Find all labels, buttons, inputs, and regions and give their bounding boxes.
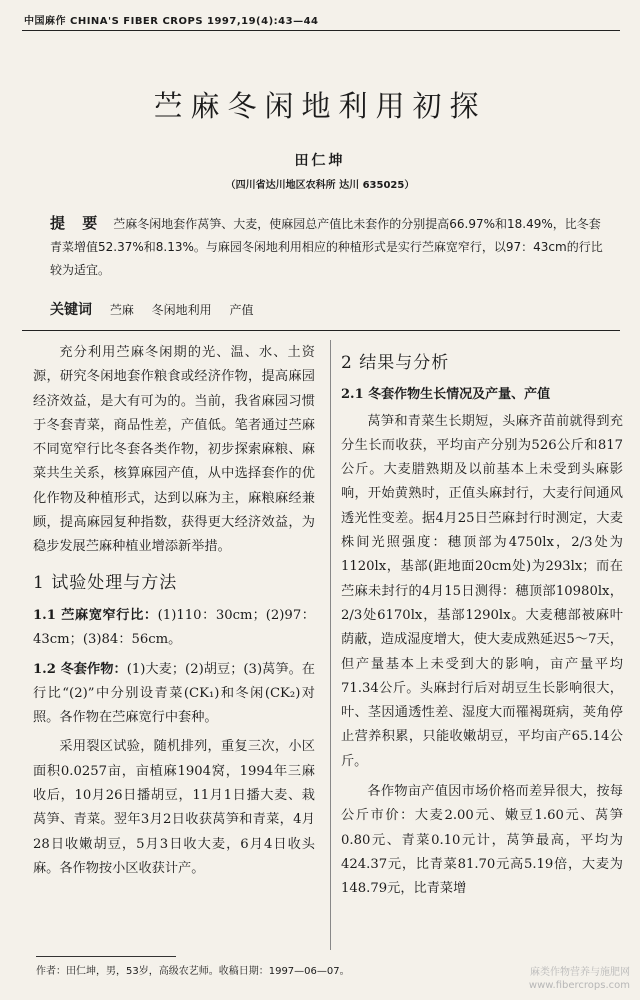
keyword: 冬闲地利用	[151, 303, 212, 317]
header-rule	[22, 30, 620, 31]
article-title: 苎麻冬闲地利用初探	[153, 89, 487, 123]
affiliation: （四川省达川地区农科所 达川 635025）	[225, 180, 415, 191]
journal-header: 中国麻作 CHINA'S FIBER CROPS 1997,19(4):43—44	[24, 16, 319, 27]
subsection-2-1: 2.1 冬套作物生长情况及产量、产值	[341, 387, 551, 403]
abstract-label: 提 要	[50, 214, 104, 232]
abstract-rule	[22, 330, 620, 331]
column-divider	[330, 340, 331, 950]
subsection-1-1: 1.1 苎麻宽窄行比：(1)110：30cm；(2)97：43cm；(3)84：56cm。	[33, 607, 315, 648]
section-heading-2: 2 结果与分析	[341, 353, 450, 373]
keyword: 产值	[229, 303, 254, 317]
section-heading-1: 1 试验处理与方法	[33, 572, 178, 593]
abstract	[50, 212, 610, 282]
abstract-text: 苎麻冬闲地套作莴笋、大麦，使麻园总产值比未套作的分别提高66.97%和18.49%，比冬套青菜增值52.37%和8.13%。与麻园冬闲地利用相应的种植形式是实行苎麻宽窄行，以97：43cm的行比较为适宜。	[50, 217, 603, 277]
right-column	[341, 351, 623, 902]
intro-paragraph: 充分利用苎麻冬闲期的光、温、水、土资源，研究冬闲地套作粮食或经济作物，提高麻园经济效益，是大有可为的。当前，我省麻园习惯于冬套青菜，商品性差，产值低。笔者通过苎麻不同宽窄行比冬套各类作物，初步探索麻粮、麻菜共生关系，核算麻园产值，从中选择套作的优化作物及种植形式，达到以麻为主，麻粮麻经兼顾，提高麻园复种指数，获得更大经济效益，为稳步发展苎麻种植业增添新举措。	[33, 345, 315, 555]
keywords	[50, 299, 610, 319]
author: 田仁坤	[294, 153, 346, 169]
author-footnote: 作者：田仁坤，男，53岁，高级农艺师。收稿日期：1997—06—07。	[36, 966, 350, 977]
footnote-rule	[36, 956, 176, 957]
keywords-label: 关键词	[50, 302, 92, 318]
left-column	[33, 341, 315, 881]
watermark: 麻类作物营养与施肥网 www.fibercrops.com	[528, 967, 630, 991]
results-paragraph-1: 莴笋和青菜生长期短，头麻齐苗前就得到充分生长而收获，平均亩产分别为526公斤和817公斤。大麦腊熟期及以前基本上未受到头麻影响，开始黄熟时，正值头麻封行，大麦行间通风透光性变差。据4月25日苎麻封行时测定，大麦株间光照强度：穗顶部为4750lx，2/3处为1120lx，基部(距地面20cm处)为293lx；而在苎麻未封行的4月15日测得：穗顶部10980lx，2/3处6170lx，基部1290lx。大麦穗部被麻叶荫蔽，造成湿度增大，使大麦成熟延迟5～7天，但产量基本上未受到大的影响，亩产量平均71.34公斤。头麻封行后对胡豆生长影响很大，叶、茎因通透性差、湿度大而罹褐斑病，荚角停止营养积累，只能收嫩胡豆，平均亩产65.14公斤。	[341, 413, 623, 769]
results-paragraph-2: 各作物亩产值因市场价格而差异很大，按每公斤市价：大麦2.00元、嫩豆1.60元、莴笋0.80元、青菜0.10元计，莴笋最高，平均为424.37元，比青菜81.70元高5.19倍，大麦为148.79元，比青菜增	[341, 784, 623, 897]
keyword: 苎麻	[109, 303, 134, 317]
method-paragraph: 采用裂区试验，随机排列，重复三次，小区面积0.0257亩，亩植麻1904窝，1994年三麻收后，10月26日播胡豆，11月1日播大麦、栽莴笋、青菜。翌年3月2日收获莴笋和青菜，4月28日收嫩胡豆，5月3日收大麦，6月4日收头麻。各作物按小区收获计产。	[33, 739, 315, 876]
subsection-1-2: 1.2 冬套作物：(1)大麦；(2)胡豆；(3)莴笋。在行比“(2)”中分别设青菜(CK₁)和冬闲(CK₂)对照。各作物在苎麻宽行中套种。	[33, 661, 315, 726]
